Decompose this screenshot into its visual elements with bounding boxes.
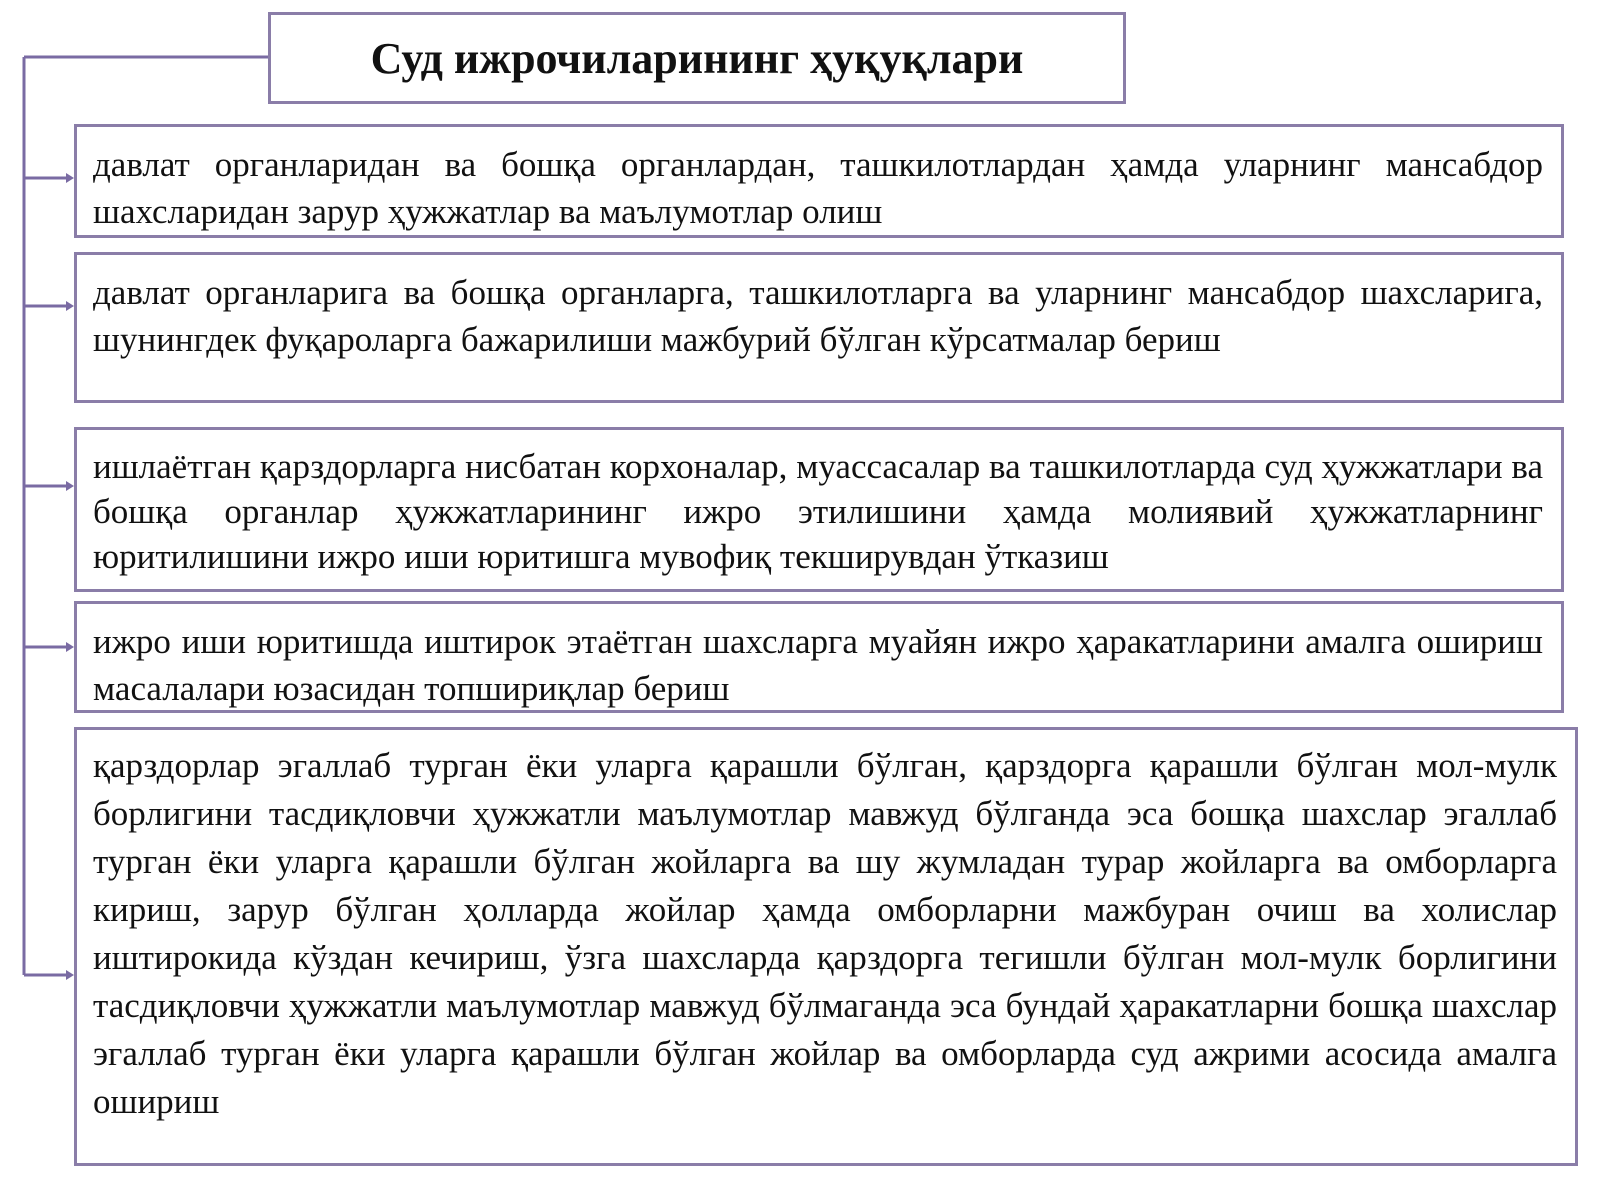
right-item-box-4 (74, 601, 1564, 713)
right-item-text-1: давлат органларидан ва бошқа органлардан, ташкилотлардан ҳамда уларнинг мансабдор шахсларидан зарур ҳужжатлар ва маълумотлар олиш (93, 145, 1543, 231)
title-box (268, 12, 1126, 104)
arrowhead-2 (66, 301, 74, 311)
arrowhead-5 (66, 970, 74, 980)
arrowhead-4 (66, 642, 74, 652)
right-item-text-3: ишлаётган қарздорларга нисбатан корхоналар, муассасалар ва ташкилотларда суд ҳужжатлари ва бошқа органлар ҳужжатларининг ижро этилишини ҳамда молиявий ҳужжатларнинг юритилишини ижро иши юритишга мувофиқ текширувдан ўтказиш (93, 447, 1543, 576)
right-item-box-1 (74, 124, 1564, 238)
right-item-box-5 (74, 727, 1578, 1166)
right-item-text-2: давлат органларига ва бошқа органларга, ташкилотларга ва уларнинг мансабдор шахсларига, шунингдек фуқароларга бажарилиши мажбурий бўлган кўрсатмалар бериш (93, 273, 1543, 359)
right-item-text-5: қарздорлар эгаллаб турган ёки уларга қарашли бўлган, қарздорга қарашли бўлган мол-мулк борлигини тасдиқловчи ҳужжатли маълумотлар мавжуд бўлганда эса бошқа шахслар эгаллаб турган ёки уларга қарашли бўлган жойларга ва шу жумладан турар жойларга ва омборларга кириш, зарур бўлган ҳолларда жойлар ҳамда омборларни мажбуран очиш ва холислар иштирокида кўздан кечириш, ўзга шахсларда қарздорга тегишли бўлган мол-мулк борлигини тасдиқловчи ҳужжатли маълумотлар мавжуд бўлмаганда эса бундай ҳаракатларни бошқа шахслар эгаллаб турган ёки уларга қарашли бўлган жойлар ва омборларда суд ажрими асосида амалга ошириш (93, 746, 1557, 1121)
right-item-text-4: ижро иши юритишда иштирок этаётган шахсларга муайян ижро ҳаракатларини амалга ошириш масалалари юзасидан топшириқлар бериш (93, 622, 1543, 708)
arrowhead-3 (66, 481, 74, 491)
right-item-box-2 (74, 252, 1564, 403)
diagram-title: Суд ижрочиларининг ҳуқуқлари (370, 33, 1024, 83)
right-item-box-3 (74, 427, 1564, 592)
arrowhead-1 (66, 173, 74, 183)
